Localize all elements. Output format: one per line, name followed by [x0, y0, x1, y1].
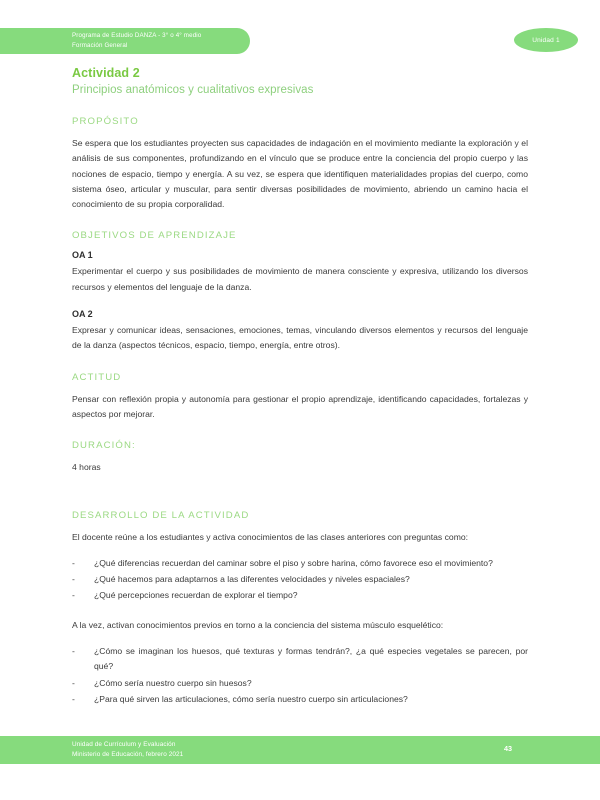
page-subtitle: Principios anatómicos y cualitativos expresivas	[72, 84, 314, 96]
bullet-dash-icon: -	[72, 693, 75, 704]
desarrollo-intro: El docente reúne a los estudiantes y activa conocimientos de las clases anteriores con preguntas como:	[72, 531, 469, 542]
list-item	[72, 692, 528, 707]
unit-badge	[514, 28, 578, 52]
bullet-dash-icon: -	[72, 590, 75, 601]
footer-line-1: Unidad de Currículum y Evaluación	[72, 741, 176, 748]
section-heading-objetivos: OBJETIVOS DE APRENDIZAJE	[72, 230, 237, 242]
list-item-text: ¿Qué hacemos para adaptarnos a las diferentes velocidades y niveles espaciales?	[94, 574, 410, 585]
bullet-dash-icon: -	[72, 677, 75, 688]
list-item-text: ¿Para qué sirven las articulaciones, cómo sería nuestro cuerpo sin articulaciones?	[94, 693, 408, 704]
question-list-group-1	[72, 556, 528, 604]
document-content	[72, 66, 528, 721]
duracion-value: 4 horas	[72, 462, 101, 473]
desarrollo-lead-2: A la vez, activan conocimientos previos en torno a la conciencia del sistema músculo esquelético:	[72, 619, 444, 630]
section-heading-proposito: PROPÓSITO	[72, 116, 139, 127]
list-item	[72, 556, 528, 571]
list-item	[72, 588, 528, 603]
question-list-group-2	[72, 644, 528, 707]
program-header-line-1: Programa de Estudio DANZA - 3° o 4° medio	[72, 32, 202, 39]
oa-1-text: Experimentar el cuerpo y sus posibilidades de movimiento de manera consciente y expresiva, utilizando los diversos recursos y elementos del lenguaje de la danza.	[72, 266, 528, 292]
oa-1-label: OA 1	[72, 250, 93, 261]
program-header-line-2: Formación General	[72, 42, 128, 49]
oa-2-label: OA 2	[72, 309, 93, 320]
list-item-text: ¿Qué percepciones recuerdan de explorar el tiempo?	[94, 590, 298, 601]
section-heading-actitud: ACTITUD	[72, 371, 122, 383]
actitud-paragraph: Pensar con reflexión propia y autonomía para gestionar el propio aprendizaje, identificando capacidades, fortalezas y aspectos por mejorar.	[72, 393, 528, 419]
list-item-text: ¿Cómo sería nuestro cuerpo sin huesos?	[94, 677, 252, 688]
bullet-dash-icon: -	[72, 557, 75, 568]
page-number: 43	[504, 744, 512, 753]
bullet-dash-icon: -	[72, 574, 75, 585]
footer-band	[0, 736, 600, 764]
list-item	[72, 676, 528, 691]
list-item-text: ¿Cómo se imaginan los huesos, qué texturas y formas tendrán?, ¿a qué especies vegetales se parecen, por qué?	[94, 646, 528, 672]
footer-line-2: Ministerio de Educación, febrero 2021	[72, 751, 184, 758]
section-heading-duracion: DURACIÓN:	[72, 440, 136, 452]
list-item	[72, 644, 528, 675]
proposito-paragraph: Se espera que los estudiantes proyecten sus capacidades de indagación en el movimiento mediante la exploración y el análisis de sus componentes, profundizando en el vínculo que se produce entre la conciencia del propio cuerpo y las nociones de espacio, tiempo y energía. A su vez, se espera que identifiquen materialidades propias del cuerpo, como sistema óseo, articular y muscular, para sentir diversas posibilidades de movimiento, abriendo un camino hacia el conocimiento de su propia corporalidad.	[72, 138, 528, 210]
list-item-text: ¿Qué diferencias recuerdan del caminar sobre el piso y sobre harina, cómo favorece eso el movimiento?	[94, 557, 493, 568]
oa-2-text: Expresar y comunicar ideas, sensaciones, emociones, temas, vinculando diversos elementos y recursos del lenguaje de la danza (aspectos técnicos, espacio, tiempo, energía, entre otros).	[72, 325, 528, 351]
section-spacer	[72, 490, 528, 510]
bullet-dash-icon: -	[72, 646, 75, 657]
list-item	[72, 572, 528, 587]
section-heading-desarrollo: DESARROLLO DE LA ACTIVIDAD	[72, 509, 250, 521]
unit-badge-label: Unidad 1	[532, 36, 560, 44]
program-header-band	[0, 28, 250, 54]
page-title: Actividad 2	[72, 66, 140, 80]
